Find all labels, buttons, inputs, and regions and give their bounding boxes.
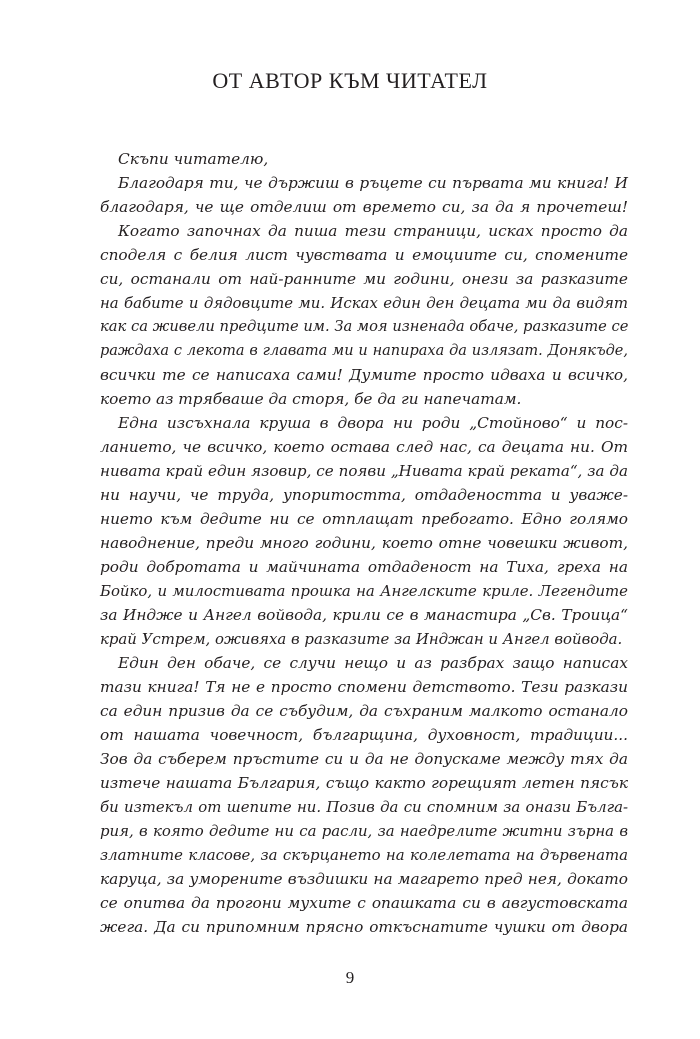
text-line: Един ден обаче, се случи нещо и аз разбрах защо написах <box>118 654 628 672</box>
text-line: Благодаря ти, че държиш в ръцете си първата ми книга! И <box>118 174 628 192</box>
text-line: Бойко, и милостивата прошка на Ангелските криле. Легендите <box>100 582 628 600</box>
text-line: раждаха с лекота в главата ми и напираха да излязат. Донякъде, <box>100 343 628 359</box>
text-line: изтече нашата България, също както горещият летен пясък <box>100 774 628 792</box>
text-line: как са живели предците им. За моя изненада обаче, разказите се <box>100 318 629 335</box>
text-line: Когато започнах да пиша тези страници, исках просто да <box>118 222 628 240</box>
text-line: тази книга! Тя не е просто спомени детството. Тези разкази <box>100 678 628 696</box>
text-line: Скъпи читателю, <box>118 150 269 168</box>
body-text <box>100 147 628 939</box>
text-line: жега. Да си припомним прясно откъснатите чушки от двора <box>100 918 628 936</box>
text-line: от нашата човечност, българщина, духовност, традиции... <box>100 726 628 744</box>
text-line: Зов да съберем пръстите си и да не допускаме между тях да <box>100 750 628 768</box>
text-line: за Индже и Ангел войвода, крили се в манастира „Св. Троица“ <box>100 606 628 624</box>
text-line: рия, в която дедите ни са расли, за наедрелите житни зърна в <box>100 822 628 840</box>
text-line: ни научи, че труда, упоритостта, отдадеността и уваже- <box>100 486 628 504</box>
text-line: наводнение, преди много години, което отне човешки живот, <box>100 534 628 552</box>
text-line: нието към дедите ни се отплащат пребогато. Едно голямо <box>100 510 628 528</box>
text-line: всички те се написаха сами! Думите просто идваха и всичко, <box>100 366 628 384</box>
text-line: което аз трябваше да сторя, бе да ги напечатам. <box>100 390 522 408</box>
text-line: би изтекъл от шепите ни. Позив да си спомним за онази Бълга- <box>100 798 628 816</box>
text-line: Една изсъхнала круша в двора ни роди „Стойново“ и пос- <box>118 414 628 432</box>
text-line: си, останали от най-ранните ми години, онези за разказите <box>100 270 628 288</box>
text-line: ланието, че всичко, което остава след нас, са децата ни. От <box>100 438 628 456</box>
text-line: са един призив да се събудим, да съхраним малкото останало <box>100 702 628 720</box>
text-line: споделя с белия лист чувствата и емоциите си, спомените <box>100 246 628 264</box>
chapter-title: ОТ АВТОР КЪМ ЧИТАТЕЛ <box>212 68 488 93</box>
text-line: каруца, за уморените въздишки на магарето пред нея, докато <box>100 870 628 888</box>
text-line: нивата край един язовир, се появи „Нивата край реката“, за да <box>100 462 628 480</box>
page-number: 9 <box>345 968 355 987</box>
text-line: златните класове, за скърцането на колелетата на дървената <box>100 846 628 864</box>
text-line: благодаря, че ще отделиш от времето си, за да я прочетеш! <box>100 198 628 216</box>
text-line: се опитва да прогони мухите с опашката си в августовската <box>100 894 628 912</box>
text-line: на бабите и дядовците ми. Исках един ден децата ми да видят <box>100 294 628 312</box>
text-line: роди добротата и майчината отдаденост на Тиха, греха на <box>100 558 628 576</box>
text-line: край Устрем, оживяха в разказите за Инджан и Ангел войвода. <box>100 630 623 648</box>
